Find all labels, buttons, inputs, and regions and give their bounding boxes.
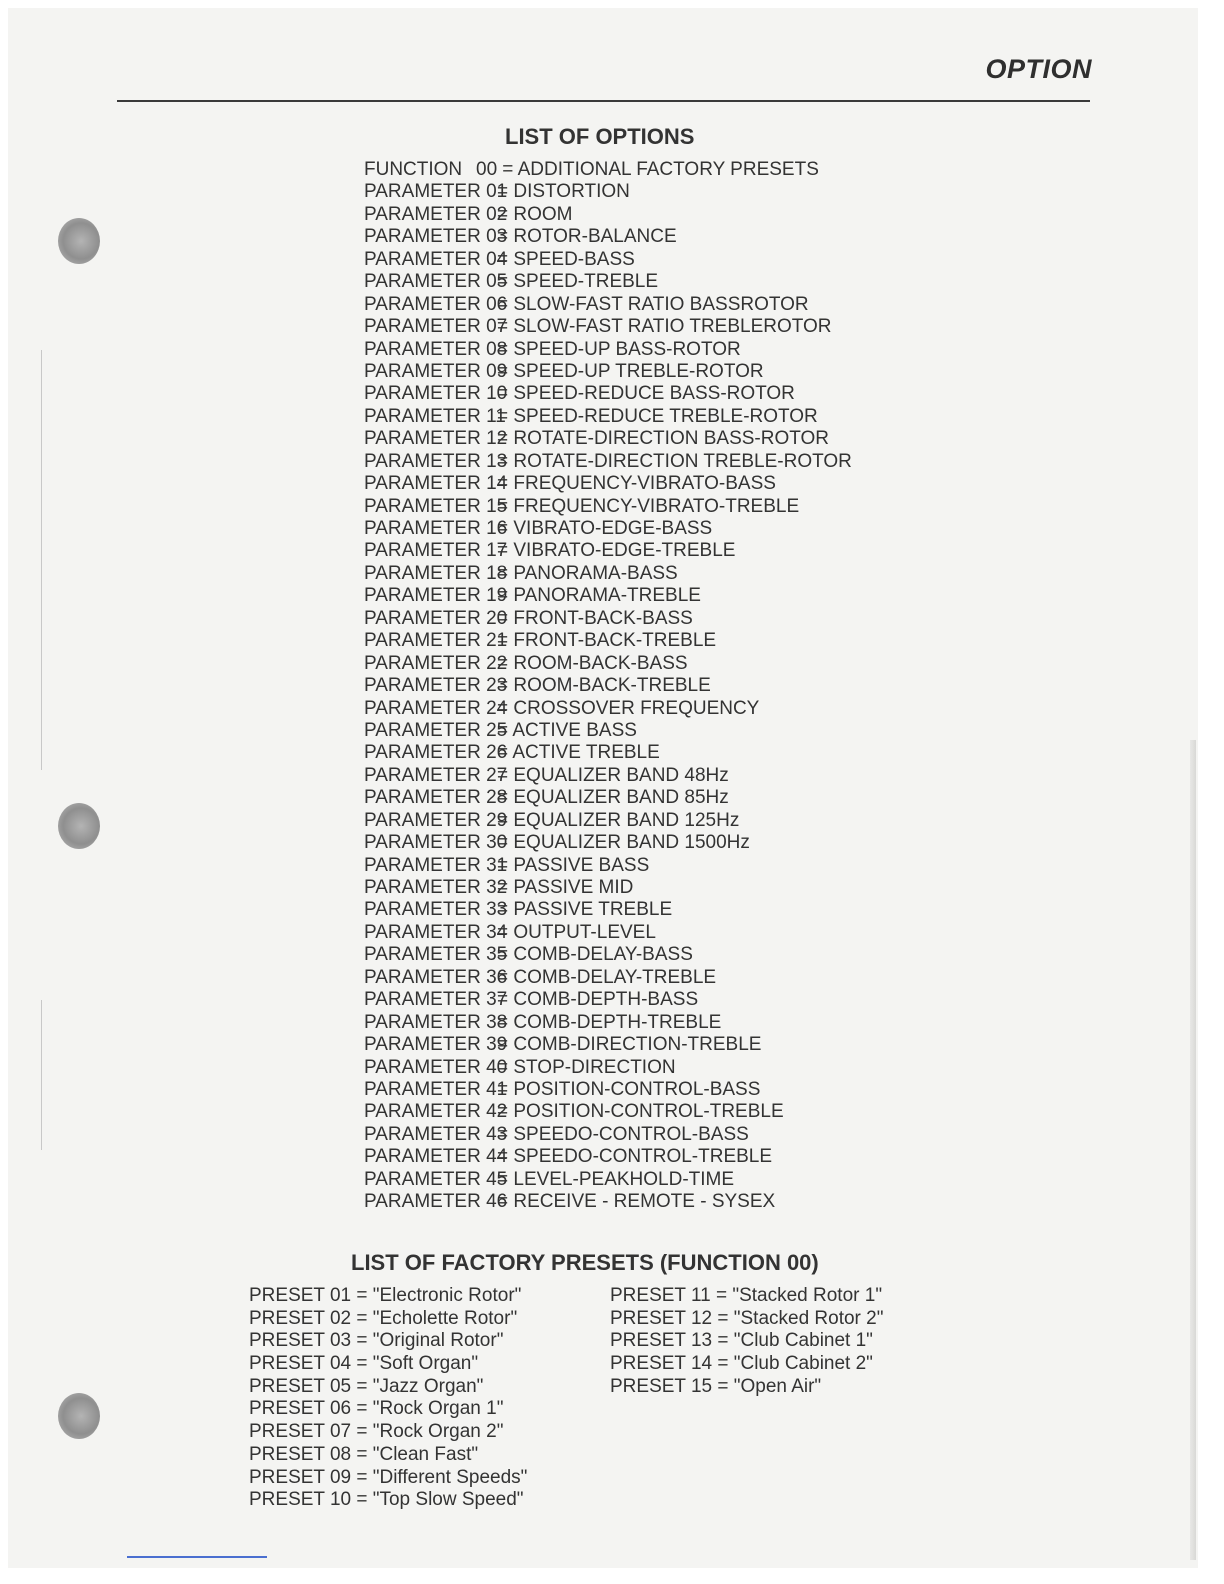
preset-item: PRESET 13 = "Club Cabinet 1" [610, 1330, 873, 1352]
parameter-value: = SPEED-TREBLE [497, 271, 659, 293]
parameter-row [364, 922, 852, 944]
parameter-label: PARAMETER 24 [364, 697, 508, 719]
preset-item: PRESET 14 = "Club Cabinet 2" [610, 1353, 873, 1375]
parameter-value: = SPEED-BASS [497, 248, 635, 270]
preset-item: PRESET 07 = "Rock Organ 2" [249, 1421, 504, 1443]
parameter-value: = STOP-DIRECTION [497, 1056, 676, 1078]
parameter-label: PARAMETER 02 [364, 203, 508, 225]
parameter-row [364, 1124, 852, 1146]
parameter-row [364, 675, 852, 697]
parameter-value: = SPEED-UP BASS-ROTOR [497, 338, 741, 360]
parameter-label: PARAMETER 42 [364, 1101, 508, 1123]
bottom-scan-mark [127, 1556, 267, 1558]
parameter-row [364, 361, 852, 383]
parameter-row [364, 563, 852, 585]
parameter-row [364, 428, 852, 450]
parameter-label: PARAMETER 28 [364, 787, 508, 809]
parameter-row [364, 832, 852, 854]
parameter-value: = EQUALIZER BAND 125Hz [497, 809, 740, 831]
preset-item: PRESET 10 = "Top Slow Speed" [249, 1489, 524, 1511]
parameter-value: = COMB-DIRECTION-TREBLE [497, 1034, 762, 1056]
parameter-value: = ROOM-BACK-BASS [497, 652, 688, 674]
parameter-label: PARAMETER 06 [364, 293, 508, 315]
parameter-value: = EQUALIZER BAND 85Hz [497, 787, 729, 809]
parameter-row [364, 1191, 852, 1213]
parameter-label: PARAMETER 09 [364, 360, 508, 382]
parameter-label: PARAMETER 45 [364, 1168, 508, 1190]
punch-hole-icon [58, 218, 100, 264]
parameter-value: = FREQUENCY-VIBRATO-BASS [497, 473, 776, 495]
parameter-value: = COMB-DELAY-BASS [497, 944, 693, 966]
preset-item: PRESET 05 = "Jazz Organ" [249, 1375, 484, 1397]
page-edge-shadow [1190, 740, 1196, 1560]
margin-line [41, 1000, 42, 1150]
function-label: FUNCTION [364, 159, 463, 180]
parameter-label: PARAMETER 23 [364, 675, 508, 697]
parameter-row [364, 451, 852, 473]
parameter-label: PARAMETER 26 [364, 742, 508, 764]
parameter-label: PARAMETER 03 [364, 226, 508, 248]
parameter-label: PARAMETER 16 [364, 518, 508, 539]
parameter-row [364, 294, 852, 316]
parameter-label: PARAMETER 19 [364, 585, 508, 607]
parameter-row [364, 1169, 852, 1191]
parameter-value: = ROTOR-BALANCE [497, 226, 677, 248]
parameter-value: = ROTATE-DIRECTION BASS-ROTOR [497, 428, 829, 450]
parameter-row [364, 1079, 852, 1101]
parameter-row [364, 855, 852, 877]
parameter-label: PARAMETER 01 [364, 181, 508, 203]
parameter-label: PARAMETER 41 [364, 1078, 508, 1100]
parameter-row [364, 226, 852, 248]
parameter-value: = FRONT-BACK-TREBLE [497, 630, 717, 652]
parameter-row [364, 181, 852, 203]
parameter-label: PARAMETER 36 [364, 966, 508, 988]
parameter-label: PARAMETER 11 [364, 405, 506, 427]
preset-item: PRESET 15 = "Open Air" [610, 1375, 822, 1397]
parameter-label: PARAMETER 14 [364, 473, 508, 495]
parameter-value: = POSITION-CONTROL-TREBLE [497, 1101, 784, 1123]
parameter-row [364, 585, 852, 607]
header-rule [117, 100, 1090, 102]
parameter-value: = ACTIVE TREBLE [497, 742, 660, 764]
parameter-row [364, 496, 852, 518]
parameter-label: PARAMETER 31 [364, 854, 508, 876]
preset-item: PRESET 08 = "Clean Fast" [249, 1443, 479, 1465]
parameter-row [364, 1101, 852, 1123]
parameter-row [364, 473, 852, 495]
parameter-value: = COMB-DEPTH-TREBLE [497, 1011, 722, 1033]
parameter-label: PARAMETER 21 [364, 630, 508, 652]
parameter-row [364, 383, 852, 405]
parameter-label: PARAMETER 40 [364, 1056, 508, 1078]
parameter-value: = FREQUENCY-VIBRATO-TREBLE [497, 495, 800, 517]
parameter-row [364, 944, 852, 966]
parameter-row [364, 339, 852, 361]
parameter-label: PARAMETER 05 [364, 271, 508, 293]
parameter-row [364, 249, 852, 271]
parameter-value: = LEVEL-PEAKHOLD-TIME [497, 1168, 735, 1190]
parameter-row [364, 765, 852, 787]
parameter-value: = CROSSOVER FREQUENCY [497, 697, 760, 719]
function-value: = ADDITIONAL FACTORY PRESETS [502, 159, 819, 180]
punch-hole-icon [58, 803, 100, 849]
parameter-label: PARAMETER 44 [364, 1146, 508, 1168]
preset-item: PRESET 06 = "Rock Organ 1" [249, 1398, 504, 1420]
parameter-value: = OUTPUT-LEVEL [497, 921, 656, 943]
parameter-label: PARAMETER 27 [364, 764, 508, 786]
parameter-value: = VIBRATO-EDGE-TREBLE [497, 540, 736, 562]
section-header-label: OPTION [985, 54, 1092, 84]
parameter-label: PARAMETER 10 [364, 383, 508, 405]
preset-item: PRESET 01 = "Electronic Rotor" [249, 1285, 522, 1306]
parameter-value: = PASSIVE BASS [497, 854, 650, 876]
parameter-row [364, 967, 852, 989]
parameter-value: = SLOW-FAST RATIO BASSROTOR [497, 293, 809, 315]
parameter-row [364, 1146, 852, 1168]
parameter-label: PARAMETER 15 [364, 495, 508, 517]
preset-item: PRESET 09 = "Different Speeds" [249, 1466, 528, 1488]
parameter-value: = RECEIVE - REMOTE - SYSEX [497, 1191, 776, 1213]
preset-item: PRESET 12 = "Stacked Rotor 2" [610, 1307, 884, 1329]
parameter-label: PARAMETER 04 [364, 248, 508, 270]
parameter-value: = EQUALIZER BAND 48Hz [497, 764, 729, 786]
parameter-row [364, 406, 852, 428]
parameter-value: = SLOW-FAST RATIO TREBLEROTOR [497, 316, 832, 338]
preset-item: PRESET 04 = "Soft Organ" [249, 1353, 479, 1375]
parameter-label: PARAMETER 12 [364, 428, 508, 450]
parameter-label: PARAMETER 22 [364, 652, 508, 674]
parameter-label: PARAMETER 18 [364, 562, 508, 584]
parameter-label: PARAMETER 32 [364, 877, 508, 898]
parameter-label: PARAMETER 17 [364, 540, 508, 562]
parameter-value: = DISTORTION [497, 181, 630, 203]
function-number: 00 [476, 159, 498, 180]
parameter-row [364, 989, 852, 1011]
parameter-value: = PANORAMA-BASS [497, 562, 678, 584]
parameter-value: = FRONT-BACK-BASS [497, 607, 693, 629]
parameter-value: = COMB-DELAY-TREBLE [497, 966, 717, 988]
parameter-label: PARAMETER 35 [364, 944, 508, 966]
preset-item: PRESET 11 = "Stacked Rotor 1" [610, 1285, 883, 1306]
presets-right-column [610, 1285, 883, 1398]
parameter-label: PARAMETER 46 [364, 1191, 508, 1213]
parameter-row [364, 540, 852, 562]
parameter-row [364, 316, 852, 338]
options-list [364, 159, 852, 1214]
punch-hole-icon [58, 1393, 100, 1439]
parameter-label: PARAMETER 39 [364, 1034, 508, 1056]
parameter-row [364, 653, 852, 675]
parameter-value: = SPEEDO-CONTROL-TREBLE [497, 1146, 773, 1168]
parameter-row [364, 1012, 852, 1034]
parameter-value: = EQUALIZER BAND 1500Hz [497, 832, 750, 854]
parameter-value: = PASSIVE MID [497, 877, 634, 898]
parameter-row [364, 742, 852, 764]
parameter-value: = ROOM [497, 203, 573, 225]
parameter-value: = PASSIVE TREBLE [497, 899, 673, 921]
parameter-value: = SPEED-REDUCE BASS-ROTOR [497, 383, 795, 405]
parameter-row [364, 608, 852, 630]
parameter-value: = ACTIVE BASS [497, 719, 637, 741]
parameter-row [364, 518, 852, 540]
parameter-value: = POSITION-CONTROL-BASS [497, 1078, 761, 1100]
parameter-label: PARAMETER 25 [364, 719, 508, 741]
parameter-row [364, 698, 852, 720]
options-list-title: LIST OF OPTIONS [505, 124, 695, 149]
parameter-label: PARAMETER 37 [364, 989, 508, 1011]
parameter-row [364, 1057, 852, 1079]
parameter-value: = SPEED-UP TREBLE-ROTOR [497, 360, 764, 382]
parameter-label: PARAMETER 13 [364, 450, 508, 472]
parameter-label: PARAMETER 33 [364, 899, 508, 921]
parameter-value: = ROOM-BACK-TREBLE [497, 675, 711, 697]
parameter-label: PARAMETER 08 [364, 338, 508, 360]
preset-item: PRESET 02 = "Echolette Rotor" [249, 1307, 518, 1329]
parameter-row [364, 720, 852, 742]
parameter-row [364, 271, 852, 293]
parameter-row [364, 810, 852, 832]
presets-left-column [249, 1285, 527, 1512]
parameter-row [364, 1034, 852, 1056]
parameter-value: = COMB-DEPTH-BASS [497, 989, 699, 1011]
function-entry [364, 159, 852, 181]
parameter-row [364, 630, 852, 652]
parameter-label: PARAMETER 29 [364, 809, 508, 831]
parameter-value: = VIBRATO-EDGE-BASS [497, 518, 713, 539]
parameter-value: = SPEED-REDUCE TREBLE-ROTOR [497, 405, 818, 427]
presets-list-title: LIST OF FACTORY PRESETS (FUNCTION 00) [351, 1250, 819, 1275]
parameter-label: PARAMETER 34 [364, 921, 508, 943]
parameter-row [364, 877, 852, 899]
parameter-value: = PANORAMA-TREBLE [497, 585, 701, 607]
parameter-row [364, 899, 852, 921]
parameter-label: PARAMETER 38 [364, 1011, 508, 1033]
parameter-value: = SPEEDO-CONTROL-BASS [497, 1123, 749, 1145]
parameter-label: PARAMETER 20 [364, 607, 508, 629]
parameter-row [364, 204, 852, 226]
margin-line [41, 350, 42, 770]
parameter-row [364, 787, 852, 809]
parameter-label: PARAMETER 43 [364, 1123, 508, 1145]
parameter-label: PARAMETER 07 [364, 316, 508, 338]
parameter-value: = ROTATE-DIRECTION TREBLE-ROTOR [497, 450, 852, 472]
parameter-label: PARAMETER 30 [364, 832, 508, 854]
preset-item: PRESET 03 = "Original Rotor" [249, 1330, 504, 1352]
